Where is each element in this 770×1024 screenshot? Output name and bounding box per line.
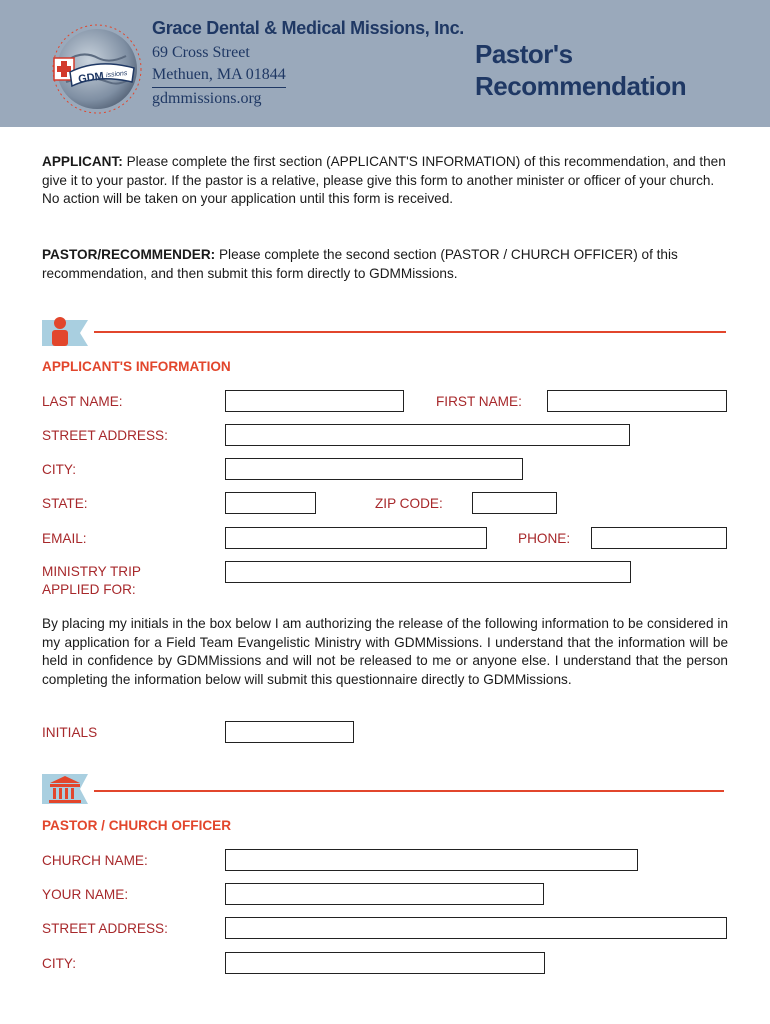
last-name-field[interactable] — [225, 390, 404, 412]
svg-text:issions: issions — [105, 69, 128, 80]
church-name-label: CHURCH NAME: — [42, 853, 148, 868]
org-info — [152, 18, 464, 110]
church-icon — [42, 774, 88, 804]
applicant-instructions — [42, 153, 730, 209]
applicant-instructions-text: Please complete the first section (APPLICANT'S INFORMATION) of this recommendation, and then give it to your pastor. If the pastor is a relative, please give this form to another minister or officer of your church. No action will be taken on your application until this form is received. — [42, 154, 726, 206]
pastor-city-label: CITY: — [42, 956, 76, 971]
title-line-2: Recommendation — [475, 71, 687, 101]
pastor-instructions-label: PASTOR/RECOMMENDER: — [42, 247, 216, 262]
ministry-trip-label — [42, 563, 141, 599]
org-street: 69 Cross Street — [152, 44, 250, 61]
state-label: STATE: — [42, 496, 88, 511]
church-name-field[interactable] — [225, 849, 638, 871]
header-band — [0, 0, 770, 127]
zip-code-field[interactable] — [472, 492, 557, 514]
svg-text:GDM: GDM — [77, 70, 105, 86]
city-label: CITY: — [42, 462, 76, 477]
your-name-field[interactable] — [225, 883, 544, 905]
phone-label: PHONE: — [518, 531, 571, 546]
org-city: Methuen, MA 01844 — [152, 64, 286, 88]
initials-field[interactable] — [225, 721, 354, 743]
street-address-label: STREET ADDRESS: — [42, 428, 168, 443]
ministry-trip-label-line-1: MINISTRY TRIP — [42, 564, 141, 579]
pastor-instructions-text: Please complete the second section (PASTOR / CHURCH OFFICER) of this recommendation, and then submit this form directly to GDMMissions. — [42, 247, 678, 281]
pastor-section-rule — [94, 790, 724, 792]
state-field[interactable] — [225, 492, 316, 514]
consent-text: By placing my initials in the box below I am authorizing the release of the following information to be considered in my application for a Field Team Evangelistic Ministry with GDMMissions. I understand that the information will be held in confidence by GDMMissions and will not be released to me or anyone else. I understand that the person completing the information below will submit this questionnaire directly to GDMMissions. — [42, 616, 728, 687]
org-website: gdmmissions.org — [152, 90, 262, 107]
your-name-label: YOUR NAME: — [42, 887, 129, 902]
pastor-city-field[interactable] — [225, 952, 545, 974]
street-address-field[interactable] — [225, 424, 630, 446]
phone-field[interactable] — [591, 527, 727, 549]
gdm-logo-icon — [48, 20, 146, 118]
last-name-label: LAST NAME: — [42, 394, 123, 409]
applicant-section-title: APPLICANT'S INFORMATION — [42, 359, 231, 374]
person-icon — [42, 316, 88, 346]
email-label: EMAIL: — [42, 531, 87, 546]
pastor-section-title: PASTOR / CHURCH OFFICER — [42, 818, 232, 833]
email-field[interactable] — [225, 527, 487, 549]
first-name-field[interactable] — [547, 390, 727, 412]
initials-label: INITIALS — [42, 725, 98, 740]
pastor-street-address-label: STREET ADDRESS: — [42, 921, 168, 936]
pastor-instructions — [42, 246, 730, 283]
ministry-trip-label-line-2: APPLIED FOR: — [42, 582, 136, 597]
document-title — [475, 38, 686, 102]
title-line-1: Pastor's — [475, 39, 573, 69]
applicant-section-rule — [94, 331, 726, 333]
pastor-street-address-field[interactable] — [225, 917, 727, 939]
applicant-instructions-label: APPLICANT: — [42, 154, 123, 169]
ministry-trip-field[interactable] — [225, 561, 631, 583]
zip-code-label: ZIP CODE: — [375, 496, 443, 511]
city-field[interactable] — [225, 458, 523, 480]
org-name: Grace Dental & Medical Missions, Inc. — [152, 18, 465, 38]
first-name-label: FIRST NAME: — [436, 394, 522, 409]
